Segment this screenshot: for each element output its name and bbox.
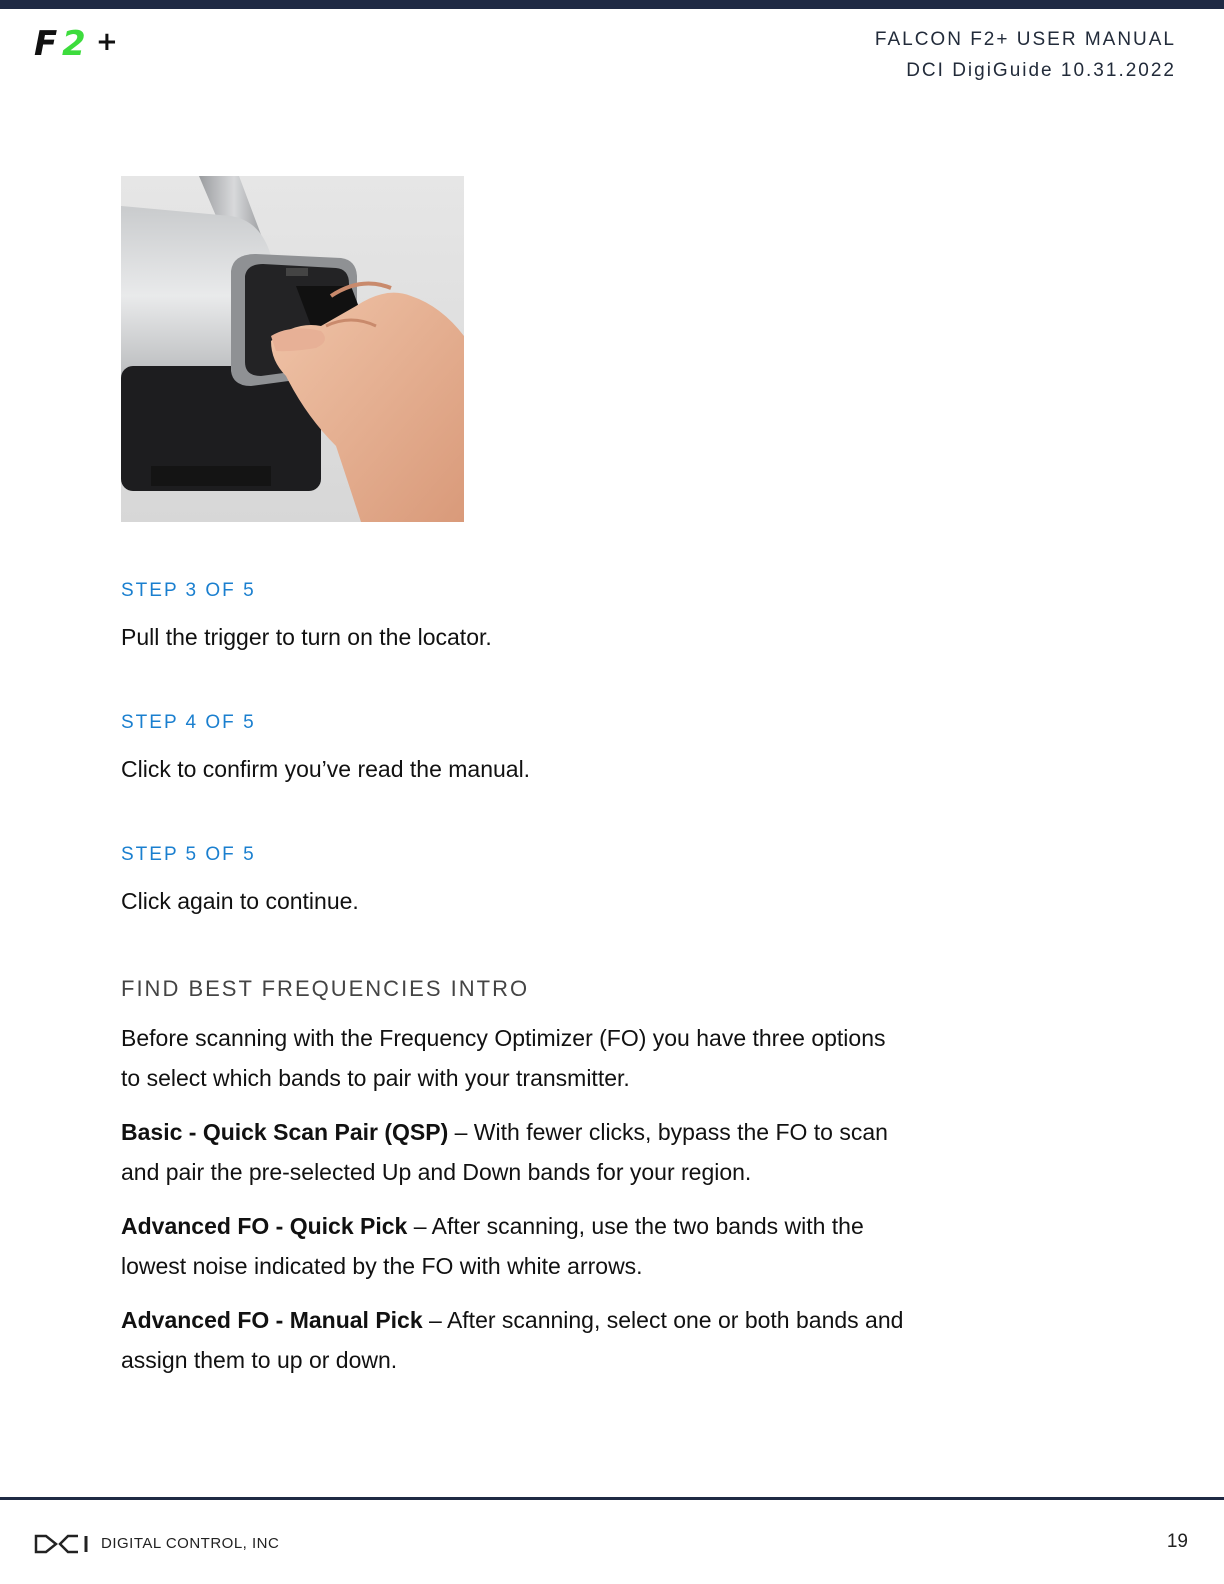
- step-4-label: STEP 4 OF 5: [121, 712, 256, 733]
- step-5: [121, 842, 911, 916]
- top-bar: [0, 0, 1224, 9]
- locator-trigger-photo: [121, 176, 464, 522]
- option-name: Advanced FO - Manual Pick: [121, 1307, 423, 1333]
- locator-hand-illustration: [121, 176, 464, 522]
- step-4-text: Click to confirm you’ve read the manual.: [121, 756, 531, 782]
- svg-text:+: +: [96, 27, 118, 57]
- step-3: [121, 578, 911, 652]
- manual-title: FALCON F2+ USER MANUAL: [874, 29, 1176, 50]
- option-basic-qsp: [121, 1112, 911, 1192]
- main-content: [121, 578, 911, 1380]
- step-3-text: Pull the trigger to turn on the locator.: [121, 624, 492, 650]
- svg-text:F: F: [34, 26, 58, 60]
- f2-plus-logo: [34, 26, 126, 60]
- section-intro: Before scanning with the Frequency Optimizer (FO) you have three options to select which bands to pair with your transmitter.: [121, 1025, 886, 1091]
- header: [875, 26, 1176, 88]
- page-number: 19: [1166, 1531, 1188, 1552]
- option-advanced-quick-pick: [121, 1206, 911, 1286]
- dci-logo-icon: [34, 1534, 90, 1554]
- manual-subtitle: DCI DigiGuide 10.31.2022: [906, 60, 1176, 81]
- option-desc: – With fewer clicks, bypass the FO to scan and pair the pre-selected Up and Down bands for your region.: [121, 1119, 888, 1185]
- option-name: Advanced FO - Quick Pick: [121, 1213, 408, 1239]
- svg-text:2: 2: [62, 26, 86, 60]
- option-desc: – After scanning, use the two bands with the lowest noise indicated by the FO with white arrows.: [121, 1213, 864, 1279]
- footer-company: DIGITAL CONTROL, INC: [101, 1535, 280, 1552]
- find-best-frequencies-section: [121, 974, 911, 1380]
- footer-rule: [0, 1497, 1224, 1500]
- option-name: Basic - Quick Scan Pair (QSP): [121, 1119, 449, 1145]
- step-5-text: Click again to continue.: [121, 888, 359, 914]
- option-advanced-manual-pick: [121, 1300, 911, 1380]
- section-title: FIND BEST FREQUENCIES INTRO: [121, 976, 530, 1001]
- option-desc: – After scanning, select one or both bands and assign them to up or down.: [121, 1307, 904, 1373]
- step-5-label: STEP 5 OF 5: [121, 844, 256, 865]
- step-4: [121, 710, 911, 784]
- step-3-label: STEP 3 OF 5: [121, 580, 256, 601]
